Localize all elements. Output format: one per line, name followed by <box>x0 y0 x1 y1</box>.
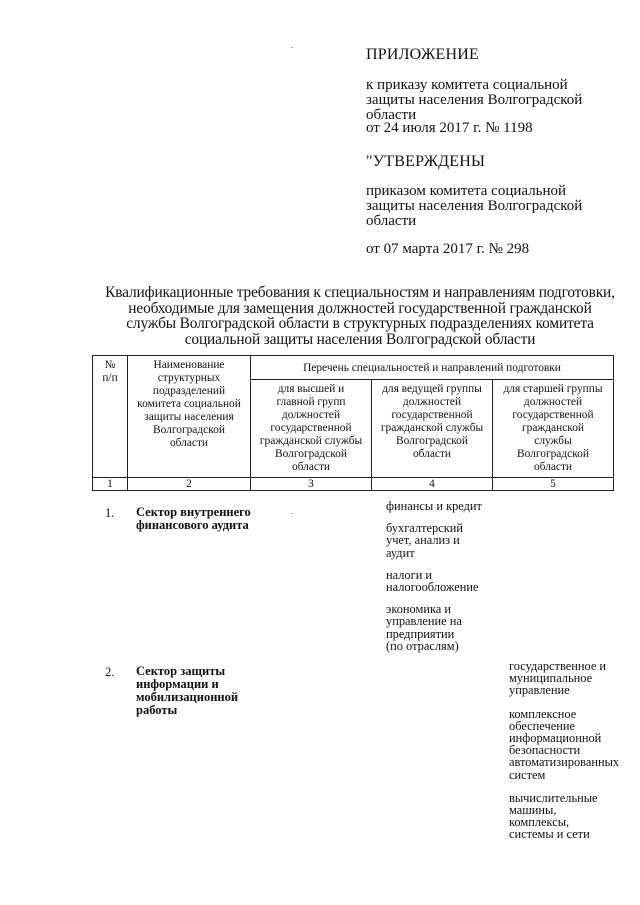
col-senior-line: должностей <box>523 396 583 408</box>
specialty-item <box>386 603 482 652</box>
title-line: Квалификационные требования к специальностям и направлениям подготовки, <box>105 284 615 301</box>
col-number-line: п/п <box>102 372 118 384</box>
specialty-line: налоги и <box>386 567 433 582</box>
specialty-line: бухгалтерский <box>386 521 463 536</box>
specialty-item <box>386 500 482 512</box>
col-top-line: должностей <box>281 409 341 421</box>
column-number-row <box>93 478 614 491</box>
col-name-line: комитета социальной <box>137 398 241 410</box>
appendix-title: ПРИЛОЖЕНИЕ <box>366 46 480 63</box>
section-name-line: финансового аудита <box>136 518 249 532</box>
specialty-line: управление <box>509 683 570 698</box>
col-senior-line: Волгоградской <box>517 448 589 460</box>
specialty-list <box>386 500 482 652</box>
specialty-line: государственное и <box>509 659 607 673</box>
title-line: необходимые для замещения должностей государственной гражданской <box>128 299 592 317</box>
specialty-line: аудит <box>386 545 415 560</box>
specialty-line: вычислительные <box>509 790 598 805</box>
column-number: 3 <box>251 478 372 491</box>
specialty-line: комплексы, <box>509 815 570 830</box>
column-number: 5 <box>493 478 614 491</box>
title-line: социальной защиты населения Волгоградской области <box>184 330 536 348</box>
col-senior-line: для старшей группы <box>503 383 603 395</box>
appendix-reference <box>366 78 582 123</box>
col-header-lead-group <box>372 380 493 478</box>
col-header-top-group <box>251 380 372 478</box>
specialty-item <box>509 660 619 697</box>
scan-speck <box>291 47 293 48</box>
document-title <box>96 285 624 347</box>
col-lead-line: должностей <box>402 396 462 408</box>
col-top-line: области <box>291 461 331 473</box>
specialty-line: налогообложение <box>386 580 479 595</box>
specialty-line: экономика и <box>386 602 452 617</box>
col-lead-line: для ведущей группы <box>382 383 482 395</box>
appendix-date: от 24 июля 2017 г. № 1198 <box>366 120 533 136</box>
col-header-senior-group <box>493 380 614 478</box>
specialty-line: машины, <box>509 803 557 818</box>
specialty-line: комплексное <box>509 706 577 721</box>
appendix-ref-line: области <box>366 107 417 123</box>
col-top-line: государственной <box>270 422 352 434</box>
requirements-table <box>92 355 614 491</box>
approved-title: "УТВЕРЖДЕНЫ <box>366 153 486 170</box>
col-name-line: области <box>169 437 209 449</box>
specialty-line: систем <box>509 767 546 782</box>
col-name-line: Волгоградской <box>153 424 225 436</box>
approved-ref-line: защиты населения Волгоградской <box>366 198 583 214</box>
col-senior-line: гражданской <box>521 422 585 434</box>
specialty-list <box>509 660 619 841</box>
section-name <box>136 665 254 717</box>
col-senior-line: государственной <box>512 409 594 421</box>
row-number: 1. <box>105 506 115 520</box>
row-number: 2. <box>105 665 115 679</box>
column-number: 2 <box>128 478 251 491</box>
specialty-line: предприятии <box>386 626 455 641</box>
specialty-line: обеспечение <box>509 718 575 733</box>
col-header-number <box>93 356 128 478</box>
approved-date: от 07 марта 2017 г. № 298 <box>366 241 530 257</box>
col-top-line: главной групп <box>276 396 346 408</box>
col-senior-line: области <box>533 461 573 473</box>
col-lead-line: области <box>412 448 452 460</box>
appendix-ref-line: к приказу комитета социальной <box>366 77 568 93</box>
section-name-line: Сектор защиты <box>136 664 226 678</box>
column-number: 4 <box>372 478 493 491</box>
approved-ref-line: приказом комитета социальной <box>366 183 567 199</box>
specialty-item <box>386 569 482 593</box>
col-header-list: Перечень специальностей и направлений подготовки <box>251 356 614 380</box>
col-name-line: структурных <box>157 372 221 384</box>
col-top-line: гражданской службы <box>259 435 363 447</box>
specialty-line: автоматизированных <box>509 755 620 770</box>
approved-reference <box>366 184 582 229</box>
specialty-line: системы и сети <box>509 827 590 842</box>
specialty-item <box>509 708 619 781</box>
specialty-line: информационной <box>509 731 602 746</box>
col-header-name <box>128 356 251 478</box>
col-lead-line: Волгоградской <box>396 435 468 447</box>
col-top-line: для высшей и <box>277 383 345 395</box>
section-name-line: работы <box>136 703 178 717</box>
specialty-item <box>509 792 619 841</box>
specialty-line: безопасности <box>509 743 581 758</box>
specialty-line: учет, анализ и <box>386 533 460 548</box>
col-name-line: Наименование <box>153 359 225 371</box>
appendix-ref-line: защиты населения Волгоградской <box>366 92 583 108</box>
specialty-line: управление на <box>386 614 462 629</box>
specialty-line: финансы и кредит <box>386 499 482 513</box>
section-name-line: мобилизационной <box>136 690 239 704</box>
col-lead-line: государственной <box>391 409 473 421</box>
specialty-line: (по отраслям) <box>386 638 459 653</box>
col-senior-line: службы <box>534 435 572 447</box>
section-name-line: информации и <box>136 677 219 691</box>
col-top-line: Волгоградской <box>275 448 347 460</box>
specialty-item <box>386 522 482 559</box>
col-name-line: подразделений <box>152 385 226 397</box>
col-name-line: защиты населения <box>144 411 234 423</box>
specialty-line: муниципальное <box>509 671 593 686</box>
section-name <box>136 506 254 532</box>
section-name-line: Сектор внутреннего <box>136 505 251 519</box>
approved-ref-line: области <box>366 213 417 229</box>
scan-speck <box>291 513 293 514</box>
col-lead-line: гражданской службы <box>380 422 484 434</box>
column-number: 1 <box>93 478 128 491</box>
col-number-line: № <box>104 359 116 371</box>
title-line: службы Волгоградской области в структурных подразделениях комитета <box>126 315 594 332</box>
